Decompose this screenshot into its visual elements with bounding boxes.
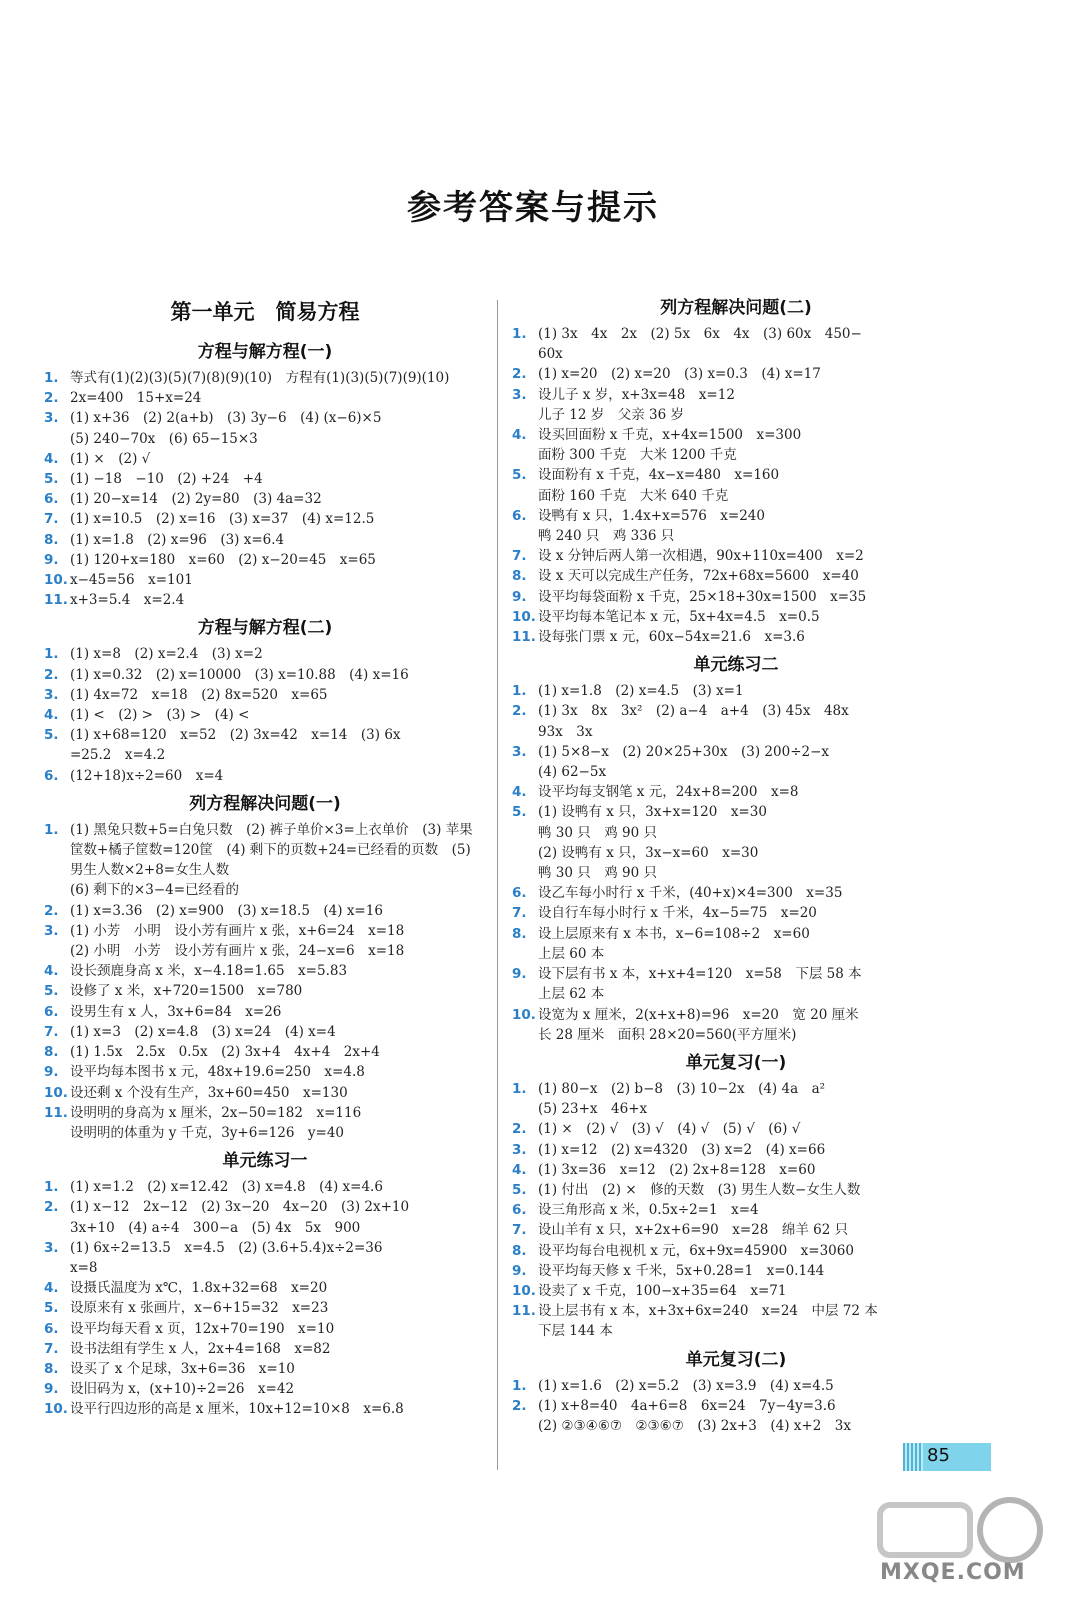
answer-item <box>44 368 486 388</box>
answer-text: (1) x=1.2 (2) x=12.42 (3) x=4.8 (4) x=4.6 <box>70 1179 383 1196</box>
answer-text: (1) x=8 (2) x=2.4 (3) x=2 <box>70 646 263 663</box>
answer-number: 8. <box>44 1360 59 1377</box>
answer-item <box>512 385 960 425</box>
section-title: 单元复习(二) <box>685 1349 787 1370</box>
answer-number: 1. <box>44 370 59 386</box>
answer-item <box>44 921 486 961</box>
answer-number: 6. <box>512 885 527 902</box>
answer-text: 设三角形高 x 米，0.5x÷2=1 x=4 <box>538 1202 759 1219</box>
answer-item <box>44 408 486 448</box>
answer-item <box>512 701 960 741</box>
answer-number: 2. <box>512 1397 527 1414</box>
answer-number: 1. <box>512 326 527 342</box>
answer-text: (1) × (2) √ <box>70 450 151 467</box>
answer-item <box>44 388 486 408</box>
answer-number: 6. <box>44 1003 59 1020</box>
section-title: 方程与解方程(一) <box>197 342 333 362</box>
answer-text: 设摄氏温度为 x℃，1.8x+32=68 x=20 <box>70 1280 328 1297</box>
answer-text: 设 x 天可以完成生产任务，72x+68x=5600 x=40 <box>538 568 859 585</box>
answer-text: 设男生有 x 人，3x+6=84 x=26 <box>70 1003 282 1020</box>
page-number: 85 <box>927 1445 950 1466</box>
answer-item <box>512 364 960 384</box>
answer-number: 8. <box>44 1044 59 1061</box>
answer-item <box>44 1022 486 1042</box>
answer-number: 5. <box>512 804 527 821</box>
answer-text: 设平均每袋面粉 x 千克，25×18+30x=1500 x=35 <box>538 588 867 605</box>
answer-text: (1) x=1.8 (2) x=4.5 (3) x=1 <box>538 683 744 700</box>
answer-text: (1) x=10.5 (2) x=16 (3) x=37 (4) x=12.5 <box>70 511 375 528</box>
answer-item <box>44 1083 486 1103</box>
answer-number: 5. <box>44 1300 59 1317</box>
answer-number: 2. <box>44 902 59 919</box>
answer-number: 4. <box>44 450 59 467</box>
answer-text: 设平均每天看 x 页，12x+70=190 x=10 <box>70 1320 335 1337</box>
section-title: 单元练习一 <box>222 1151 308 1172</box>
answer-item <box>512 742 960 782</box>
section-title: 单元练习二 <box>693 655 779 676</box>
answer-number: 7. <box>512 1222 527 1239</box>
answer-number: 7. <box>44 1340 59 1357</box>
answer-item <box>512 506 960 546</box>
answer-text: 设旧码为 x，(x+10)÷2=26 x=42 <box>70 1381 295 1398</box>
answer-item <box>512 546 960 566</box>
answer-text: (1) −18 −10 (2) +24 +4 <box>70 471 263 488</box>
answer-number: 8. <box>512 568 527 585</box>
section-title: 列方程解决问题(二) <box>660 298 812 318</box>
answer-number: 7. <box>512 905 527 922</box>
answer-text: (1) x=3 (2) x=4.8 (3) x=24 (4) x=4 <box>70 1023 336 1040</box>
answer-number: 5. <box>512 1181 527 1198</box>
answer-text: (1) 6x÷2=13.5 x=4.5 (2) (3.6+5.4)x÷2=36 x=8 <box>70 1239 383 1276</box>
answer-item <box>44 705 486 725</box>
answer-text: 设儿子 x 岁，x+3x=48 x=12 儿子 12 岁 父亲 36 岁 <box>538 386 735 423</box>
answer-item <box>44 1197 486 1237</box>
answer-number: 10. <box>44 1084 68 1101</box>
answer-text: 等式有(1)(2)(3)(5)(7)(8)(9)(10) 方程有(1)(3)(5)(7)(9)(10) <box>70 370 450 386</box>
answer-item <box>512 681 960 701</box>
answer-text: 设长颈鹿身高 x 米，x−4.18=1.65 x=5.83 <box>70 963 348 980</box>
answer-text: (1) 小芳 小明 设小芳有画片 x 张，x+6=24 x=18 (2) 小明 小芳 设小芳有画片 x 张，24−x=6 x=18 <box>70 922 405 960</box>
answer-number: 2. <box>512 703 527 720</box>
answer-item <box>512 1241 960 1261</box>
answer-text: 设买了 x 个足球，3x+6=36 x=10 <box>70 1360 295 1377</box>
page-number-stripe <box>903 1443 923 1471</box>
answer-text: (1) 3x 4x 2x (2) 5x 6x 4x (3) 60x 450− 60x <box>538 326 862 363</box>
answer-item <box>44 1103 486 1143</box>
answer-item <box>512 1079 960 1119</box>
answer-item <box>44 530 486 550</box>
answer-item <box>44 820 486 901</box>
answer-number: 2. <box>44 666 59 683</box>
answer-item <box>512 1396 960 1436</box>
answer-item <box>512 425 960 465</box>
answer-number: 6. <box>512 1202 527 1219</box>
answer-number: 11. <box>512 629 536 646</box>
answer-number: 3. <box>44 922 59 939</box>
answer-text: (1) × (2) √ (3) √ (4) √ (5) √ (6) √ <box>538 1121 801 1138</box>
answer-text: (1) x+68=120 x=52 (2) 3x=42 x=14 (3) 6x =25.2 x=4.2 <box>70 727 401 764</box>
answer-text: 设卖了 x 千克，100−x+35=64 x=71 <box>538 1282 787 1299</box>
answer-text: (1) x=3.36 (2) x=900 (3) x=18.5 (4) x=16 <box>70 902 383 919</box>
right-column <box>512 290 960 1436</box>
answer-item <box>44 590 486 610</box>
answer-item <box>44 1298 486 1318</box>
answer-item <box>512 964 960 1004</box>
answer-number: 8. <box>512 1242 527 1259</box>
answer-text: 设 x 分钟后两人第一次相遇，90x+110x=400 x=2 <box>538 548 864 565</box>
answer-number: 4. <box>512 1161 527 1178</box>
answer-number: 6. <box>44 491 59 508</box>
answer-number: 9. <box>44 1064 59 1081</box>
answer-number: 3. <box>512 743 527 760</box>
answer-number: 9. <box>44 1381 59 1398</box>
answer-text: 2x=400 15+x=24 <box>70 390 202 407</box>
answer-number: 3. <box>44 410 59 427</box>
answer-text: (1) 3x=36 x=12 (2) 2x+8=128 x=60 <box>538 1161 816 1178</box>
answer-item <box>512 1160 960 1180</box>
answer-text: 设下层有书 x 本，x+x+4=120 x=58 下层 58 本 上层 62 本 <box>538 966 862 1003</box>
answer-item <box>512 1376 960 1396</box>
answer-number: 6. <box>44 1320 59 1337</box>
answer-text: 设平均每支钢笔 x 元，24x+8=200 x=8 <box>538 784 799 801</box>
answer-item <box>512 1119 960 1139</box>
answer-text: (1) x+36 (2) 2(a+b) (3) 3y−6 (4) (x−6)×5 (5) 240−70x (6) 65−15×3 <box>70 410 382 447</box>
answer-item <box>44 901 486 921</box>
section-title: 方程与解方程(二) <box>197 618 333 639</box>
answer-item <box>44 570 486 590</box>
section-title: 列方程解决问题(一) <box>189 793 341 814</box>
answer-number: 2. <box>512 1121 527 1138</box>
answer-item <box>512 1140 960 1160</box>
answer-number: 1. <box>512 683 527 700</box>
answer-text: 设书法组有学生 x 人，2x+4=168 x=82 <box>70 1340 331 1357</box>
answer-item <box>512 924 960 964</box>
answer-number: 7. <box>44 1023 59 1040</box>
page-number-box <box>903 1443 991 1471</box>
column-divider <box>497 300 498 1470</box>
answer-text: (1) 1.5x 2.5x 0.5x (2) 3x+4 4x+4 2x+4 <box>70 1044 380 1061</box>
answer-item <box>44 1379 486 1399</box>
answer-text: 设还剩 x 个没有生产，3x+60=450 x=130 <box>70 1084 348 1101</box>
answer-item <box>44 665 486 685</box>
answer-text: 设面粉有 x 千克，4x−x=480 x=160 面粉 160 千克 大米 640 千克 <box>538 467 780 504</box>
answer-text: (1) x−12 2x−12 (2) 3x−20 4x−20 (3) 2x+10 3x+10 (4) a÷4 300−a (5) 4x 5x 900 <box>70 1199 410 1236</box>
answer-number: 10. <box>512 608 536 625</box>
section-title: 单元复习(一) <box>685 1052 787 1073</box>
answer-number: 3. <box>44 686 59 703</box>
answer-item <box>512 627 960 647</box>
answer-text: 设鸭有 x 只，1.4x+x=576 x=240 鸭 240 只 鸡 336 只 <box>538 507 765 545</box>
answer-text: (1) 80−x (2) b−8 (3) 10−2x (4) 4a a² (5) 23+x 46+x <box>538 1080 826 1118</box>
answer-text: x+3=5.4 x=2.4 <box>70 592 185 609</box>
answer-text: 设乙车每小时行 x 千米，(40+x)×4=300 x=35 <box>538 885 843 902</box>
left-sections <box>44 340 486 1420</box>
answer-item <box>512 883 960 903</box>
answer-item <box>512 1200 960 1220</box>
answer-text: 设平行四边形的高是 x 厘米，10x+12=10×8 x=6.8 <box>70 1401 404 1418</box>
answer-number: 7. <box>512 548 527 565</box>
answer-item <box>44 1177 486 1197</box>
answer-item <box>512 1281 960 1301</box>
right-sections <box>512 296 960 1436</box>
answer-item <box>44 1278 486 1298</box>
answer-number: 4. <box>44 963 59 980</box>
answer-item <box>512 1301 960 1341</box>
answer-item <box>512 802 960 883</box>
answer-number: 10. <box>512 1282 536 1299</box>
answer-number: 6. <box>512 507 527 524</box>
answer-text: 设平均每本笔记本 x 元，5x+4x=4.5 x=0.5 <box>538 608 820 625</box>
answer-item <box>512 1220 960 1240</box>
answer-text: (1) x=1.8 (2) x=96 (3) x=6.4 <box>70 531 285 548</box>
answer-number: 11. <box>44 592 68 609</box>
answer-text: x−45=56 x=101 <box>70 572 193 589</box>
answer-number: 11. <box>512 1303 536 1320</box>
answer-item <box>44 509 486 529</box>
answer-item <box>512 1005 960 1045</box>
answer-item <box>512 903 960 923</box>
answer-number: 5. <box>44 983 59 1000</box>
answer-text: 设自行车每小时行 x 千米，4x−5=75 x=20 <box>538 905 817 922</box>
answer-text: (1) 付出 (2) × 修的天数 (3) 男生人数−女生人数 <box>538 1181 861 1198</box>
answer-text: (1) x=20 (2) x=20 (3) x=0.3 (4) x=17 <box>538 366 821 383</box>
answer-text: 设每张门票 x 元，60x−54x=21.6 x=3.6 <box>538 629 805 646</box>
answer-text: (1) 3x 8x 3x² (2) a−4 a+4 (3) 45x 48x 93x 3x <box>538 703 849 740</box>
left-column <box>44 288 486 1420</box>
answer-item <box>44 1238 486 1278</box>
answer-text: 设上层书有 x 本，x+3x+6x=240 x=24 中层 72 本 下层 144 本 <box>538 1303 878 1340</box>
answer-text: (1) 黑兔只数+5=白兔只数 (2) 裤子单价×3=上衣单价 (3) 苹果筐数+橘子筐数=120筐 (4) 剩下的页数+24=已经看的页数 (5) 男生人数×2+8=女生人数 (6) 剩下的×3−4=已经看的 <box>70 821 473 899</box>
answer-text: 设上层原来有 x 本书，x−6=108÷2 x=60 上层 60 本 <box>538 925 810 962</box>
answer-number: 5. <box>44 471 59 488</box>
answer-number: 3. <box>512 386 527 403</box>
answer-text: (1) x+8=40 4a+6=8 6x=24 7y−4y=3.6 (2) ②③④⑥⑦ ②③⑥⑦ (3) 2x+3 (4) x+2 3x <box>538 1397 851 1434</box>
answer-item <box>44 766 486 786</box>
answer-text: (1) 设鸭有 x 只，3x+x=120 x=30 鸭 30 只 鸡 90 只 (2) 设鸭有 x 只，3x−x=60 x=30 鸭 30 只 鸡 90 只 <box>538 804 767 882</box>
answer-text: 设原来有 x 张画片，x−6+15=32 x=23 <box>70 1300 329 1317</box>
answer-item <box>44 1359 486 1379</box>
page-title: 参考答案与提示 <box>407 188 659 228</box>
answer-number: 6. <box>44 767 59 784</box>
answer-number: 5. <box>44 727 59 744</box>
unit-title: 第一单元 简易方程 <box>170 300 360 324</box>
answer-item <box>44 1002 486 1022</box>
answer-number: 8. <box>512 925 527 942</box>
answer-number: 4. <box>512 784 527 801</box>
answer-text: (1) < (2) > (3) > (4) < <box>70 707 250 724</box>
answer-text: 设山羊有 x 只，x+2x+6=90 x=28 绵羊 62 只 <box>538 1222 849 1239</box>
watermark-text: MXQE.COM <box>880 1560 1026 1585</box>
answer-text: 设修了 x 米，x+720=1500 x=780 <box>70 983 303 1000</box>
answer-text: (1) 5×8−x (2) 20×25+30x (3) 200÷2−x (4) 62−5x <box>538 743 830 781</box>
answer-number: 9. <box>512 966 527 983</box>
answer-text: 设平均每台电视机 x 元，6x+9x=45900 x=3060 <box>538 1242 854 1259</box>
answer-number: 8. <box>44 531 59 548</box>
answer-number: 2. <box>512 366 527 383</box>
answer-item <box>512 1180 960 1200</box>
answer-item <box>44 644 486 664</box>
answer-number: 1. <box>44 821 59 838</box>
answer-number: 11. <box>44 1104 68 1121</box>
answer-text: 设买回面粉 x 千克，x+4x=1500 x=300 面粉 300 千克 大米 1200 千克 <box>538 427 802 464</box>
answer-number: 2. <box>44 1199 59 1216</box>
answer-item <box>512 782 960 802</box>
answer-item <box>512 566 960 586</box>
answer-item <box>44 725 486 765</box>
answer-number: 1. <box>512 1377 527 1394</box>
answer-number: 4. <box>44 707 59 724</box>
answer-item <box>44 1339 486 1359</box>
answer-text: 设平均每天修 x 千米，5x+0.28=1 x=0.144 <box>538 1262 825 1279</box>
answer-item <box>44 1042 486 1062</box>
answer-text: (1) x=1.6 (2) x=5.2 (3) x=3.9 (4) x=4.5 <box>538 1377 834 1394</box>
answer-number: 10. <box>44 1401 68 1418</box>
answer-number: 4. <box>512 427 527 444</box>
answer-number: 9. <box>512 1262 527 1279</box>
answer-item <box>512 1261 960 1281</box>
answer-item <box>44 685 486 705</box>
answer-text: (1) x=0.32 (2) x=10000 (3) x=10.88 (4) x=16 <box>70 666 409 683</box>
answer-item <box>44 981 486 1001</box>
answer-item <box>512 607 960 627</box>
answer-text: 设明明的身高为 x 厘米，2x−50=182 x=116 设明明的体重为 y 千克，3y+6=126 y=40 <box>70 1104 362 1141</box>
answer-number: 1. <box>44 1179 59 1196</box>
answer-item <box>44 961 486 981</box>
answer-number: 9. <box>512 588 527 605</box>
answer-item <box>44 550 486 570</box>
answer-text: (1) 120+x=180 x=60 (2) x−20=45 x=65 <box>70 551 376 568</box>
answer-number: 9. <box>44 551 59 568</box>
answer-number: 3. <box>512 1141 527 1158</box>
answer-text: (1) 20−x=14 (2) 2y=80 (3) 4a=32 <box>70 491 322 508</box>
answer-number: 10. <box>512 1006 536 1023</box>
answer-text: 设平均每本图书 x 元，48x+19.6=250 x=4.8 <box>70 1064 365 1081</box>
answer-item <box>44 489 486 509</box>
answer-number: 5. <box>512 467 527 484</box>
answer-number: 10. <box>44 572 68 589</box>
answer-item <box>44 1062 486 1082</box>
answer-number: 4. <box>44 1280 59 1297</box>
answer-item <box>44 449 486 469</box>
answer-text: (1) x=12 (2) x=4320 (3) x=2 (4) x=66 <box>538 1141 826 1158</box>
answer-item <box>44 469 486 489</box>
answer-item <box>44 1319 486 1339</box>
answer-number: 1. <box>512 1080 527 1097</box>
answer-number: 7. <box>44 511 59 528</box>
answer-text: (12+18)x÷2=60 x=4 <box>70 767 224 784</box>
answer-item <box>512 587 960 607</box>
answer-item <box>512 465 960 505</box>
answer-number: 3. <box>44 1239 59 1256</box>
answer-item <box>44 1399 486 1419</box>
answer-number: 2. <box>44 390 59 407</box>
answer-item <box>512 324 960 364</box>
answer-text: (1) 4x=72 x=18 (2) 8x=520 x=65 <box>70 686 328 703</box>
answer-text: 设宽为 x 厘米，2(x+x+8)=96 x=20 宽 20 厘米 长 28 厘米 面积 28×20=560(平方厘米) <box>538 1006 859 1043</box>
answer-number: 1. <box>44 646 59 663</box>
